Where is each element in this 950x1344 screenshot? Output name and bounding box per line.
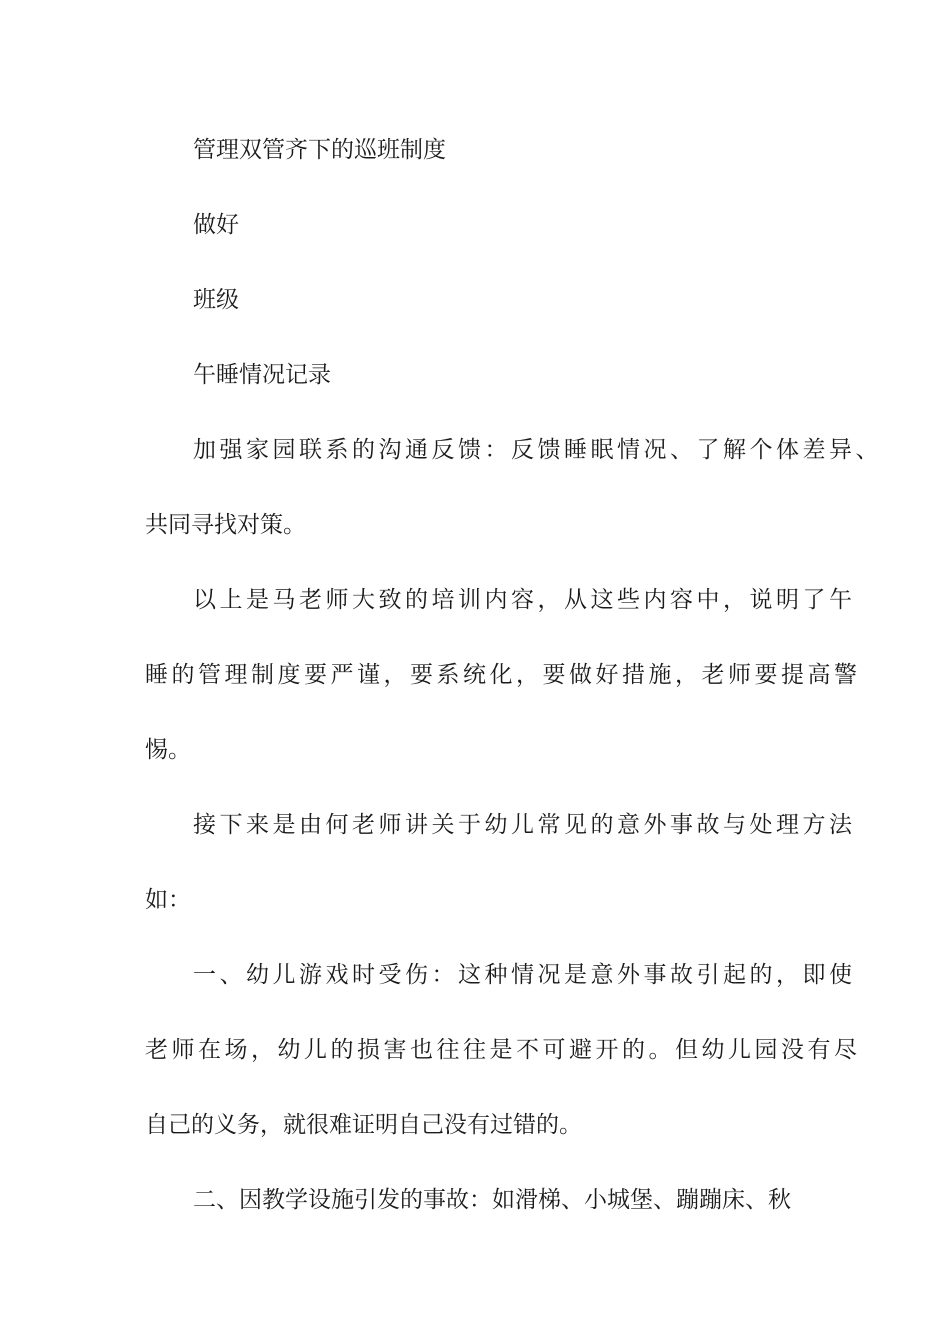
- paragraph-line: 一、幼儿游戏时受伤：这种情况是意外事故引起的，即使: [193, 962, 856, 988]
- paragraph-line: 加强家园联系的沟通反馈：反馈睡眠情况、了解个体差异、: [193, 437, 882, 463]
- paragraph-line: 如：: [145, 887, 191, 913]
- paragraph-line: 自己的义务，就很难证明自己没有过错的。: [145, 1112, 582, 1138]
- list-item: 班级: [193, 287, 239, 313]
- paragraph-line: 睡的管理制度要严谨，要系统化，要做好措施，老师要提高警: [145, 662, 861, 688]
- list-item: 管理双管齐下的巡班制度: [193, 137, 446, 163]
- paragraph-line: 接下来是由何老师讲关于幼儿常见的意外事故与处理方法: [193, 812, 856, 838]
- paragraph-line: 惕。: [145, 737, 191, 763]
- paragraph-line: 以上是马老师大致的培训内容，从这些内容中，说明了午: [193, 587, 856, 613]
- list-item: 午睡情况记录: [193, 362, 331, 388]
- list-item: 做好: [193, 212, 239, 238]
- paragraph-line: 老师在场，幼儿的损害也往往是不可避开的。但幼儿园没有尽: [145, 1037, 861, 1063]
- paragraph-line: 二、因教学设施引发的事故：如滑梯、小城堡、蹦蹦床、秋: [193, 1187, 791, 1213]
- paragraph-line: 共同寻找对策。: [145, 512, 306, 538]
